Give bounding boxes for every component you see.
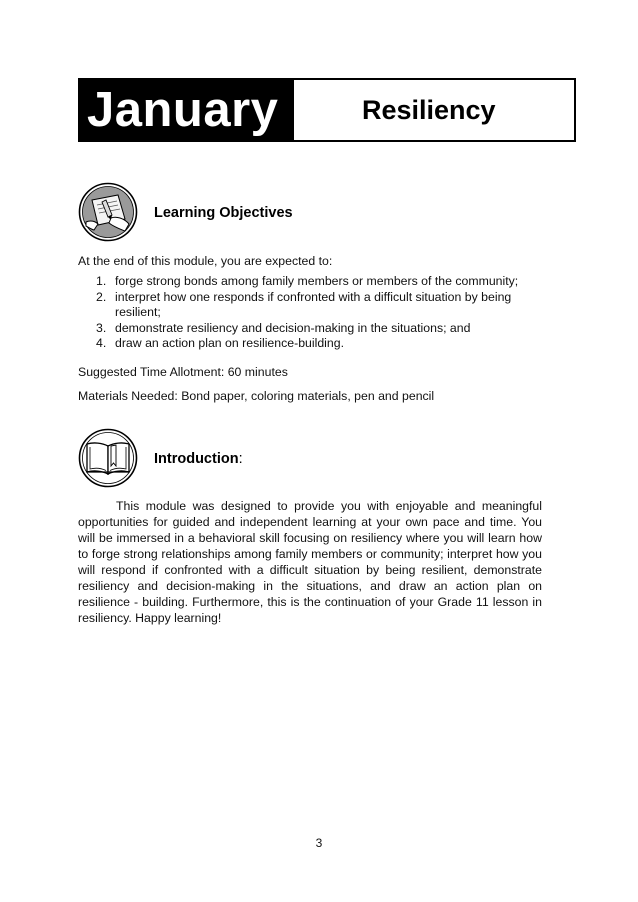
list-item-text: interpret how one responds if confronted with a difficult situation by being resilient; <box>115 289 512 319</box>
writing-hand-icon <box>78 182 138 242</box>
objectives-list <box>78 274 548 352</box>
introduction-heading-text: Introduction <box>154 451 239 467</box>
header-banner <box>78 78 576 142</box>
materials-needed: Materials Needed: Bond paper, coloring materials, pen and pencil <box>78 389 435 403</box>
list-item-number: 2. <box>96 289 107 304</box>
subject-title: Resiliency <box>291 80 574 140</box>
learning-objectives-heading: Learning Objectives <box>154 205 293 221</box>
objectives-intro: At the end of this module, you are expected to: <box>78 254 333 268</box>
page-number: 3 <box>315 836 323 850</box>
list-item <box>78 274 548 290</box>
list-item <box>78 321 548 337</box>
time-allotment: Suggested Time Allotment: 60 minutes <box>78 365 288 379</box>
introduction-heading <box>154 451 243 467</box>
introduction-heading-colon: : <box>238 451 243 467</box>
introduction-paragraph <box>78 498 542 626</box>
list-item-text: forge strong bonds among family members or members of the community; <box>115 274 519 288</box>
month-title: January <box>80 80 291 140</box>
list-item <box>78 336 548 352</box>
list-item <box>78 290 548 321</box>
list-item-text: demonstrate resiliency and decision-making in the situations; and <box>115 320 471 335</box>
introduction-paragraph-text: This module was designed to provide you with enjoyable and meaningful opportunities for guided and independent learning at your own pace and time. You will be immersed in a behavioral skill focusing on resiliency where you will learn how to forge strong relationships among family members or community; interpret how you will respond if confronted with a difficult situation by being resilient, demonstrate resiliency and decision-making in the situations, and draw an action plan on resilience - building. Furthermore, this is the continuation of your Grade 11 lesson in resiliency. Happy learning! <box>78 499 542 625</box>
list-item-number: 1. <box>96 274 107 288</box>
list-item-number: 3. <box>96 320 107 335</box>
list-item-text: draw an action plan on resilience-building. <box>115 336 344 350</box>
list-item-number: 4. <box>96 336 107 350</box>
open-book-icon <box>78 428 138 488</box>
